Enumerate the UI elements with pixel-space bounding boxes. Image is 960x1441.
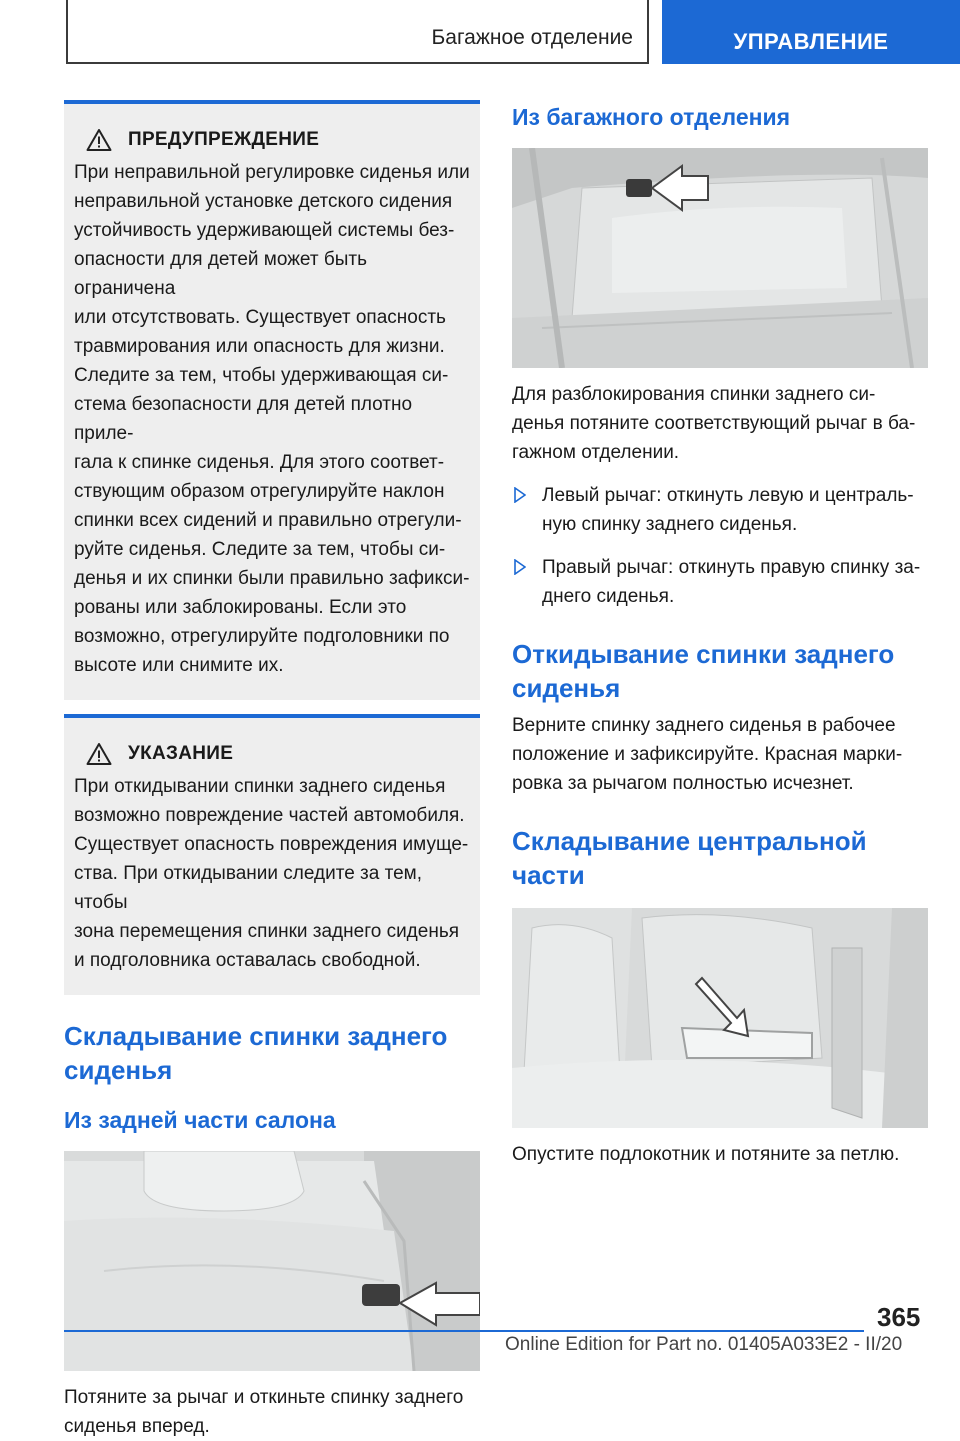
paragraph-line: ровка за рычагом полностью исчезнет. bbox=[512, 773, 854, 794]
warning-text bbox=[74, 158, 470, 680]
trunk-illustration bbox=[512, 148, 928, 368]
warning-line: высоте или снимите их. bbox=[74, 655, 284, 676]
header-section-box bbox=[66, 0, 649, 64]
section-heading bbox=[512, 824, 928, 892]
header-chapter-tab: УПРАВЛЕНИЕ bbox=[662, 0, 960, 64]
warning-line: или отсутствовать. Существует опасность bbox=[74, 307, 446, 328]
subsection-heading: Из задней части салона bbox=[64, 1107, 336, 1133]
notice-line: При откидывании спинки заднего сиденья bbox=[74, 776, 446, 797]
warning-box bbox=[64, 100, 480, 700]
warning-line: гала к спинке сиденья. Для этого соответ- bbox=[74, 452, 445, 473]
return-paragraph bbox=[512, 711, 928, 798]
notice-line: зона перемещения спинки заднего сиденья bbox=[74, 921, 460, 942]
trunk-lever-photo bbox=[512, 148, 928, 368]
warning-title: ПРЕДУПРЕЖДЕНИЕ bbox=[128, 129, 320, 150]
heading-line: Складывание центральной bbox=[512, 826, 867, 856]
notice-line: ства. При откидывании следите за тем, чтобы bbox=[74, 863, 423, 913]
rear-seat-lever-photo bbox=[64, 1151, 480, 1371]
warning-line: Следите за тем, чтобы удерживающая си- bbox=[74, 365, 449, 386]
subsection-heading: Из багажного отделения bbox=[512, 104, 791, 130]
list-item-line: Правый рычаг: откинуть правую спинку за- bbox=[542, 557, 921, 578]
section-heading bbox=[512, 637, 928, 705]
notice-text bbox=[74, 772, 470, 975]
list-item bbox=[512, 553, 928, 611]
notice-line: и подголовника оставалась свободной. bbox=[74, 950, 421, 971]
photo-caption bbox=[64, 1383, 480, 1441]
warning-line: опасности для детей может быть ограничена bbox=[74, 249, 367, 299]
left-column bbox=[64, 100, 480, 1441]
paragraph-line: положение и зафиксируйте. Красная марки- bbox=[512, 744, 903, 765]
notice-title: УКАЗАНИЕ bbox=[128, 743, 234, 764]
footer-divider bbox=[64, 1330, 864, 1332]
caption-line: Потяните за рычаг и откиньте спинку заднего bbox=[64, 1387, 464, 1408]
warning-line: ствующим образом отрегулируйте наклон bbox=[74, 481, 445, 502]
page-number: 365 bbox=[877, 1302, 921, 1332]
caption-line: сиденья вперед. bbox=[64, 1416, 210, 1437]
warning-line: устойчивость удерживающей системы без- bbox=[74, 220, 455, 241]
armrest-photo bbox=[512, 908, 928, 1128]
heading-line: сиденья bbox=[512, 673, 621, 703]
list-item-line: ную спинку заднего сиденья. bbox=[542, 514, 798, 535]
warning-triangle-icon bbox=[86, 742, 112, 766]
paragraph-line: гажном отделении. bbox=[512, 442, 680, 463]
seat-illustration bbox=[64, 1151, 480, 1371]
section-heading bbox=[64, 1019, 480, 1087]
armrest-illustration bbox=[512, 908, 928, 1128]
intro-paragraph bbox=[512, 380, 928, 467]
warning-line: неправильной установке детского сидения bbox=[74, 191, 453, 212]
warning-line: руйте сиденья. Следите за тем, чтобы си- bbox=[74, 539, 446, 560]
right-column bbox=[512, 100, 928, 1169]
photo-caption: Опустите подлокотник и потяните за петлю. bbox=[512, 1144, 900, 1165]
warning-line: рованы или заблокированы. Если это bbox=[74, 597, 407, 618]
triangle-bullet-icon bbox=[514, 487, 526, 503]
notice-box bbox=[64, 714, 480, 995]
paragraph-line: денья потяните соответствующий рычаг в ба- bbox=[512, 413, 916, 434]
heading-line: Складывание спинки заднего bbox=[64, 1021, 448, 1051]
heading-line: части bbox=[512, 860, 585, 890]
header-section-title: Багажное отделение bbox=[431, 26, 633, 49]
warning-line: стема безопасности для детей плотно приле- bbox=[74, 394, 413, 444]
list-item bbox=[512, 481, 928, 539]
heading-line: сиденья bbox=[64, 1055, 173, 1085]
paragraph-line: Верните спинку заднего сиденья в рабочее bbox=[512, 715, 896, 736]
list-item-line: днего сиденья. bbox=[542, 586, 675, 607]
warning-line: денья и их спинки были правильно зафикси- bbox=[74, 568, 470, 589]
warning-line: спинки всех сидений и правильно отрегули- bbox=[74, 510, 462, 531]
warning-line: возможно, отрегулируйте подголовники по bbox=[74, 626, 450, 647]
warning-line: При неправильной регулировке сиденья или bbox=[74, 162, 470, 183]
list-item-line: Левый рычаг: откинуть левую и централь- bbox=[542, 485, 914, 506]
notice-line: Существует опасность повреждения имуще- bbox=[74, 834, 469, 855]
notice-line: возможно повреждение частей автомобиля. bbox=[74, 805, 465, 826]
warning-line: травмирования или опасность для жизни. bbox=[74, 336, 445, 357]
warning-triangle-icon bbox=[86, 128, 112, 152]
heading-line: Откидывание спинки заднего bbox=[512, 639, 895, 669]
lever-list bbox=[512, 481, 928, 611]
footer-edition: Online Edition for Part no. 01405A033E2 - II/20 bbox=[505, 1334, 903, 1355]
triangle-bullet-icon bbox=[514, 559, 526, 575]
paragraph-line: Для разблокирования спинки заднего си- bbox=[512, 384, 876, 405]
